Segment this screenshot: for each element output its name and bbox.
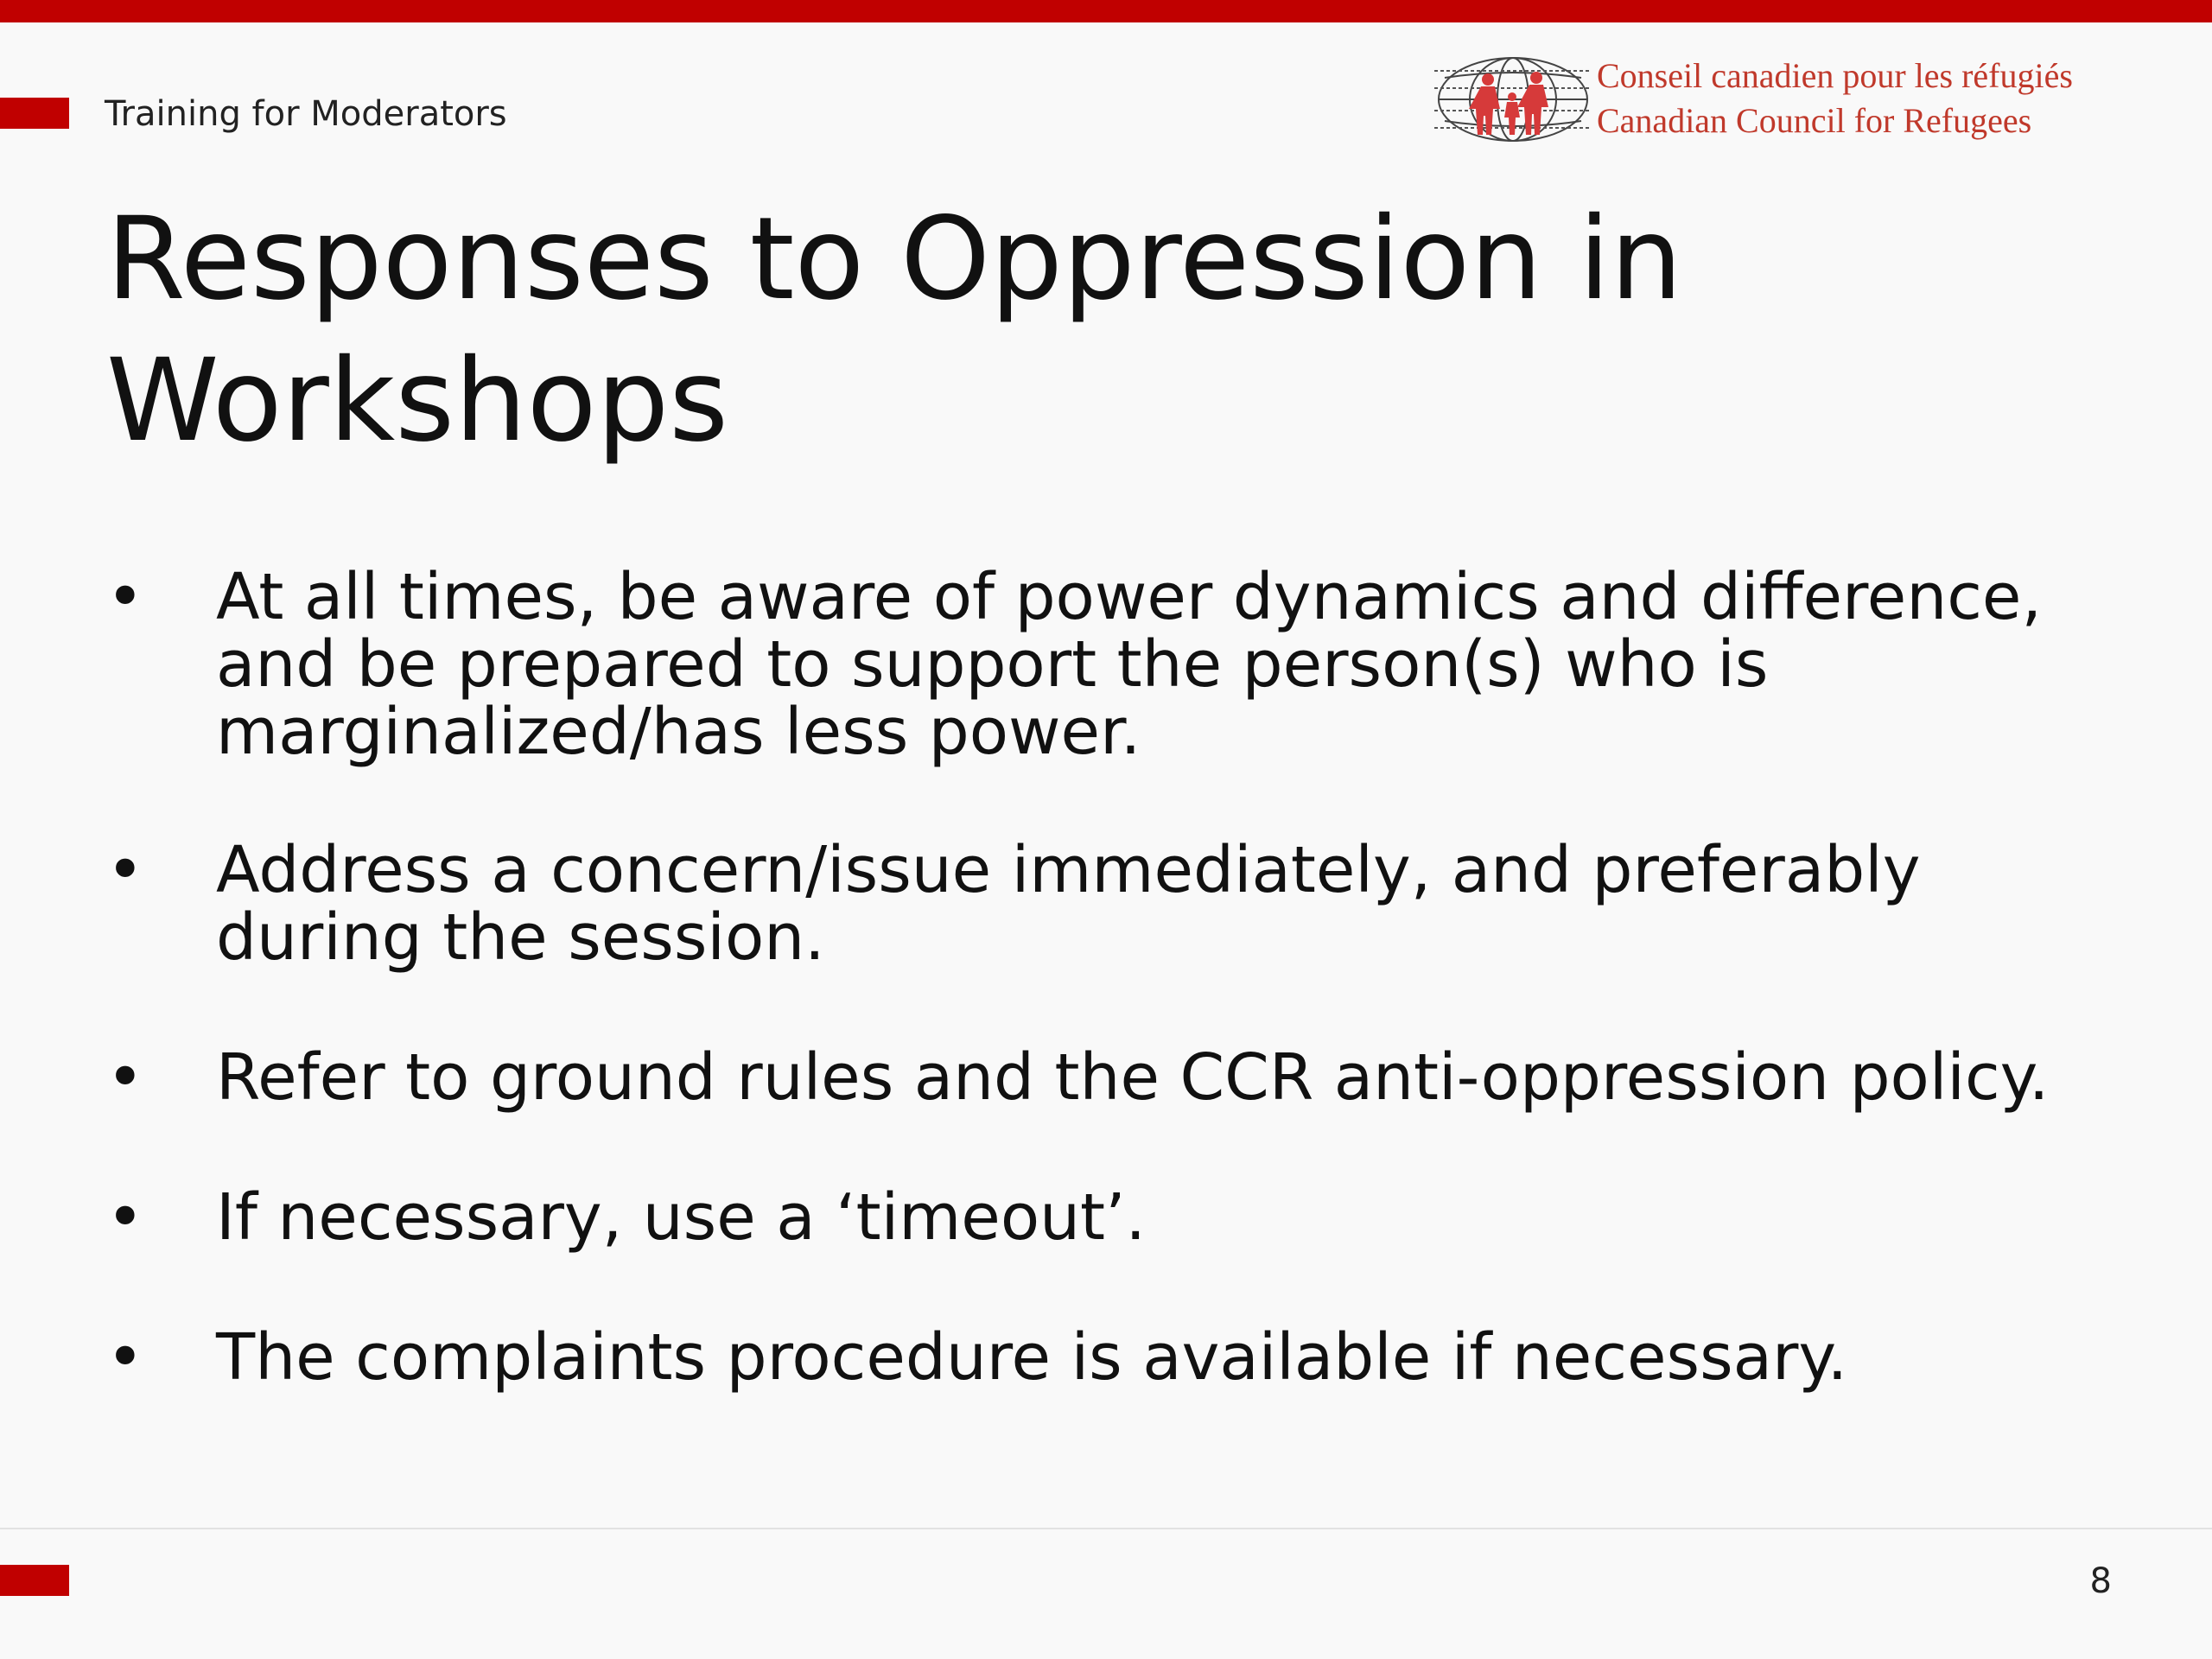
footer-divider (0, 1528, 2212, 1529)
bullet-text: The complaints procedure is available if necessary. (216, 1320, 1848, 1395)
slide-title: Responses to Oppression in Workshops (106, 193, 1683, 467)
bullet-text: At all times, be aware of power dynamics and difference, and be prepared to support the person(s) who is marginalized/has less power. (216, 560, 2042, 769)
header-label: Training for Moderators (105, 94, 507, 134)
bullet-item (106, 1040, 2120, 1115)
page-number: 8 (2089, 1561, 2112, 1601)
bullet-text: Refer to ground rules and the CCR anti-oppression policy. (216, 1040, 2050, 1115)
bullet-dot: • (106, 560, 144, 634)
bullet-item (106, 1180, 2120, 1255)
logo-line-fr: Conseil canadien pour les réfugiés (1597, 56, 2073, 95)
top-accent-bar (0, 0, 2212, 22)
ccr-logo (1434, 52, 2143, 151)
bullet-item (106, 560, 2120, 769)
bullet-text: Address a concern/issue immediately, and preferably during the session. (216, 833, 1921, 975)
bullet-dot: • (106, 833, 144, 907)
bullet-item (106, 833, 2120, 975)
bullet-dot: • (106, 1040, 144, 1115)
ccr-logo-text (1597, 54, 2073, 143)
footer-accent-mark (0, 1565, 69, 1596)
bullet-text: If necessary, use a ‘timeout’. (216, 1180, 1147, 1255)
bullet-item (106, 1320, 2120, 1395)
header-accent-mark (0, 98, 69, 129)
bullet-list (106, 560, 2120, 1395)
logo-line-en: Canadian Council for Refugees (1597, 101, 2032, 140)
bullet-dot: • (106, 1180, 144, 1255)
bullet-dot: • (106, 1320, 144, 1395)
ccr-logo-icon (1434, 52, 1592, 147)
